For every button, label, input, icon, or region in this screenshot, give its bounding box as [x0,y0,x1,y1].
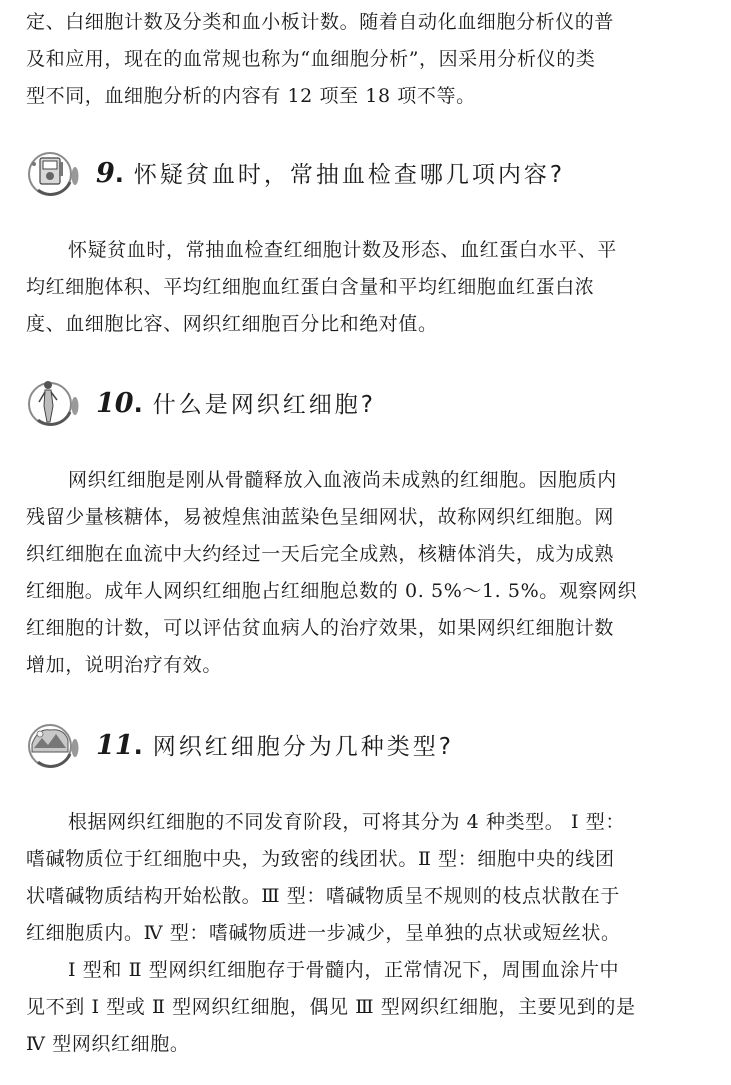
answer-line: 度、血细胞比容、网织红细胞百分比和绝对值。 [26,313,438,335]
answer-line: 嗜碱物质位于红细胞中央，为致密的线团状。Ⅱ 型：细胞中央的线团 [26,848,615,870]
doctor-lab-icon [26,146,84,202]
standing-figure-icon [26,376,84,432]
question-title: 网织红细胞分为几种类型? [152,734,454,760]
answer-line: Ⅰ 型和 Ⅱ 型网织红细胞存于骨髓内，正常情况下，周围血涂片中 [68,959,620,981]
question-number: 10 [96,388,134,419]
question-title: 什么是网织红细胞? [152,392,376,418]
answer-paragraph-9 [26,232,716,343]
answer-line: 红细胞质内。Ⅳ 型：嗜碱物质进一步减少，呈单独的点状或短丝状。 [26,922,621,944]
intro-line: 型不同，血细胞分析的内容有 12 项至 18 项不等。 [26,85,476,107]
answer-line: 见不到 Ⅰ 型或 Ⅱ 型网织红细胞，偶见 Ⅲ 型网织红细胞，主要见到的是 [26,996,636,1018]
answer-line: 残留少量核糖体，易被煌焦油蓝染色呈细网状，故称网织红细胞。网 [26,506,615,528]
answer-paragraph-10 [26,462,716,684]
intro-line: 定、白细胞计数及分类和血小板计数。随着自动化血细胞分析仪的普 [26,11,615,33]
answer-line: 网织红细胞是刚从骨髓释放入血液尚未成熟的红细胞。因胞质内 [68,469,617,491]
answer-paragraph-11 [26,804,716,1063]
question-heading-10 [26,376,716,432]
answer-line: 均红细胞体积、平均红细胞血红蛋白含量和平均红细胞血红蛋白浓 [26,276,595,298]
answer-line: 红细胞的计数，可以评估贫血病人的治疗效果，如果网织红细胞计数 [26,617,615,639]
answer-line: 增加，说明治疗有效。 [26,654,223,676]
heading-title: 9. 怀疑贫血时，常抽血检查哪几项内容? [96,158,566,189]
heading-title: 10. 什么是网织红细胞? [96,388,376,419]
question-title: 怀疑贫血时，常抽血检查哪几项内容? [133,162,566,188]
question-heading-9 [26,146,716,202]
question-number: 9 [96,158,115,189]
answer-line: 怀疑贫血时，常抽血检查红细胞计数及形态、血红蛋白水平、平 [68,239,617,261]
answer-line: 根据网织红细胞的不同发育阶段，可将其分为 4 种类型。 Ⅰ 型： [68,811,625,833]
intro-line: 及和应用，现在的血常规也称为“血细胞分析”，因采用分析仪的类 [26,48,596,70]
question-heading-11 [26,718,716,774]
answer-line: 红细胞。成年人网织红细胞占红细胞总数的 0. 5%～1. 5%。观察网织 [26,580,638,602]
intro-paragraph [26,4,716,115]
question-number: 11 [96,730,134,761]
landscape-scene-icon [26,718,84,774]
answer-line: Ⅳ 型网织红细胞。 [26,1033,190,1055]
heading-title: 11. 网织红细胞分为几种类型? [96,730,454,761]
answer-line: 状嗜碱物质结构开始松散。Ⅲ 型：嗜碱物质呈不规则的枝点状散在于 [26,885,620,907]
answer-line: 织红细胞在血流中大约经过一天后完全成熟，核糖体消失，成为成熟 [26,543,615,565]
